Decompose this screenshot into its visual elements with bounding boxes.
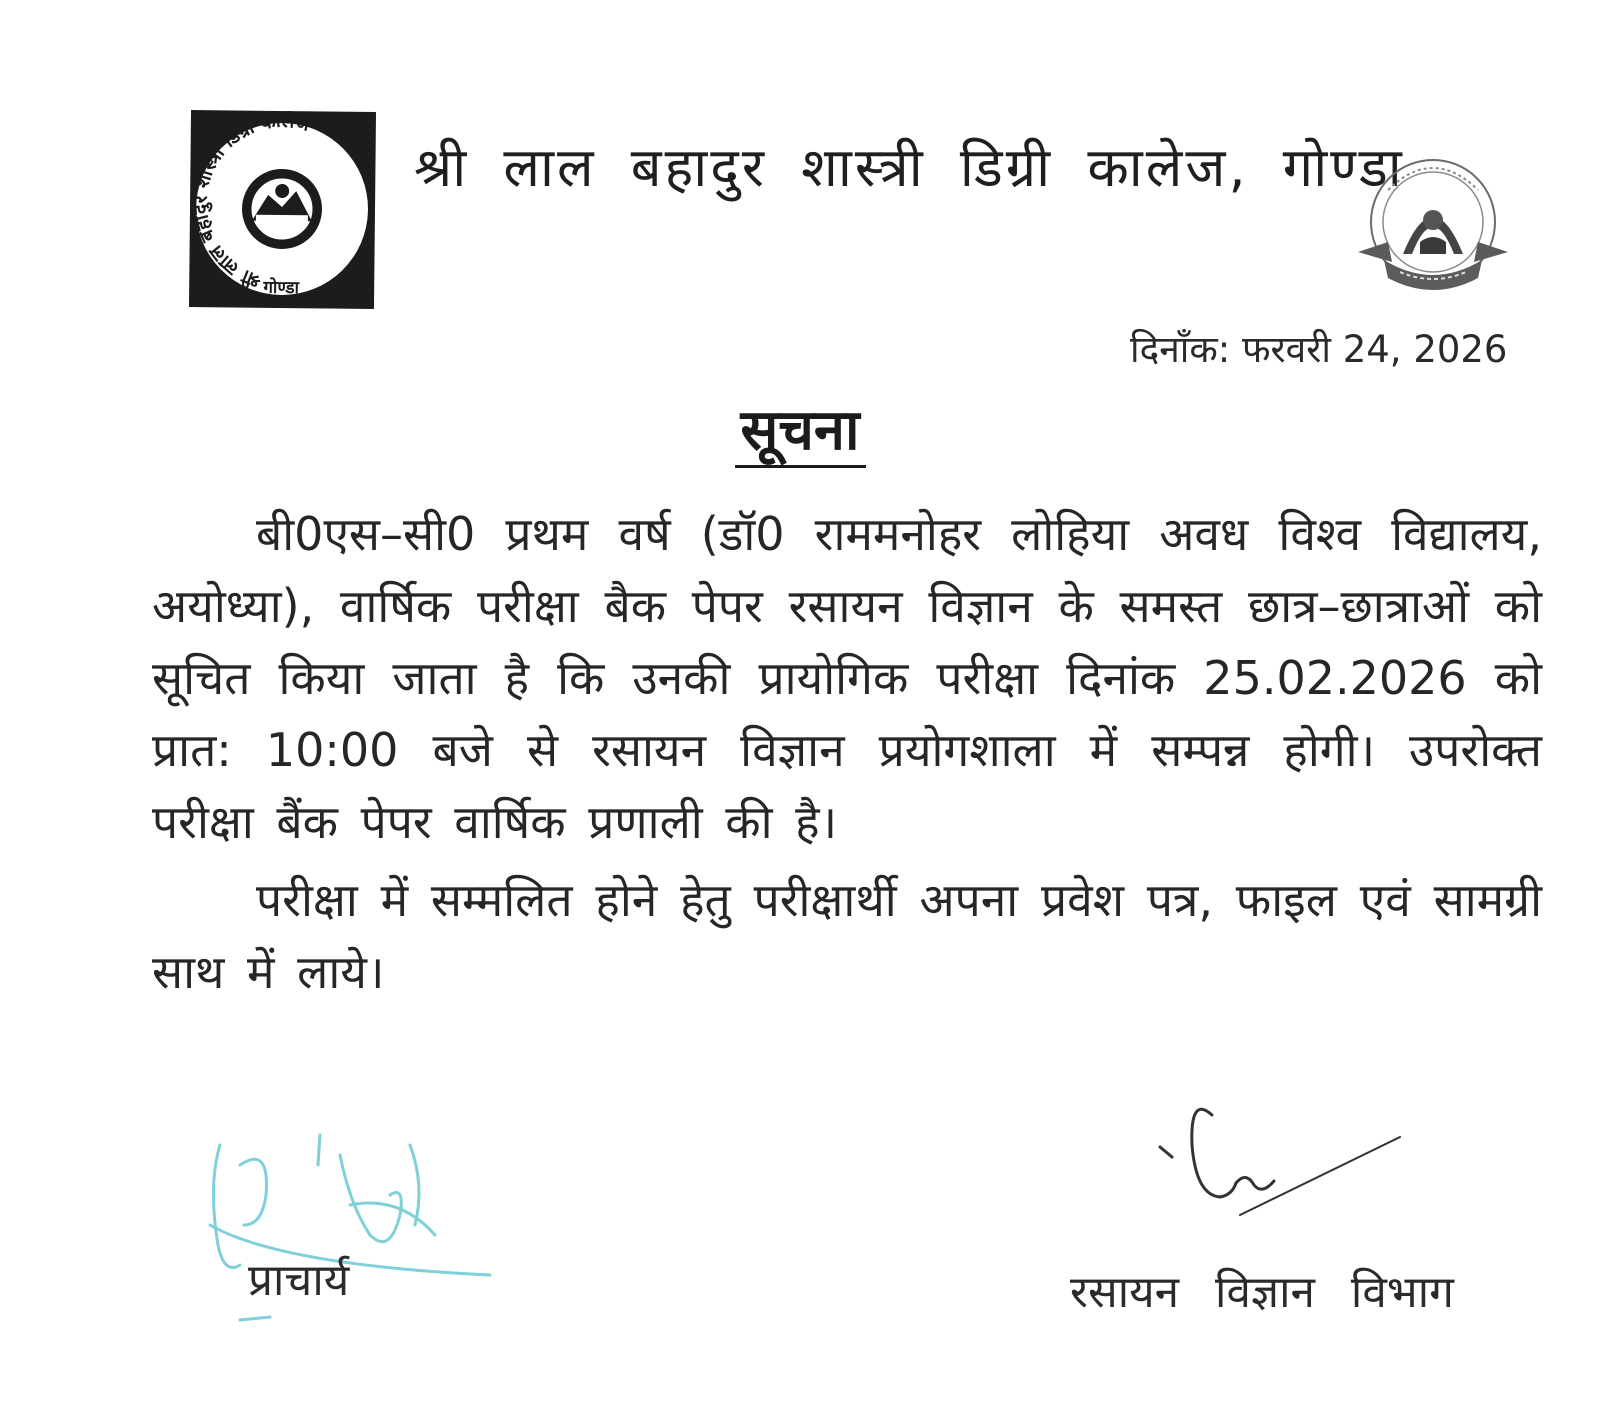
- principal-signature-icon: [200, 1125, 500, 1335]
- notice-paragraph-1: बी0एस–सी0 प्रथम वर्ष (डॉ0 राममनोहर लोहिया अवध विश्व विद्यालय, अयोध्या), वार्षिक परीक्षा बैक पेपर रसायन विज्ञान के समस्त छात्र–छात्राओं को सूचित किया जाता है कि उनकी प्रायोगिक परीक्षा दिनांक 25.02.2026 को प्रात: 10:00 बजे से रसायन विज्ञान प्रयोगशाला में सम्पन्न होगी। उपरोक्त परीक्षा बैंक पेपर वार्षिक प्रणाली की है।: [152, 507, 1542, 849]
- date-value: फरवरी 24, 2026: [1242, 328, 1508, 371]
- notice-body: [152, 498, 1542, 1008]
- date-line: [1130, 322, 1530, 373]
- department-label: रसायन विज्ञान विभाग: [1070, 1267, 1454, 1318]
- logo-bottom-text: गोण्डा: [263, 277, 300, 299]
- date-label: दिनाँक:: [1130, 328, 1231, 371]
- college-name: श्री लाल बहादुर शास्त्री डिग्री कालेज, गोण्डा: [414, 136, 1405, 199]
- notice-title-text: सूचना: [735, 398, 866, 468]
- university-emblem-icon: [1348, 150, 1518, 310]
- notice-title: [0, 390, 1600, 466]
- college-seal-icon: [189, 110, 376, 309]
- principal-label: प्राचार्य: [248, 1255, 350, 1306]
- notice-paragraph-2: परीक्षा में सम्मलित होने हेतु परीक्षार्थी अपना प्रवेश पत्र, फाइल एवं सामग्री साथ में लाये।: [152, 873, 1542, 999]
- department-signature-icon: [1150, 1085, 1410, 1225]
- logo-ring-text: श्री लाल बहादुर शास्त्री डिग्री कालेज: [189, 110, 312, 293]
